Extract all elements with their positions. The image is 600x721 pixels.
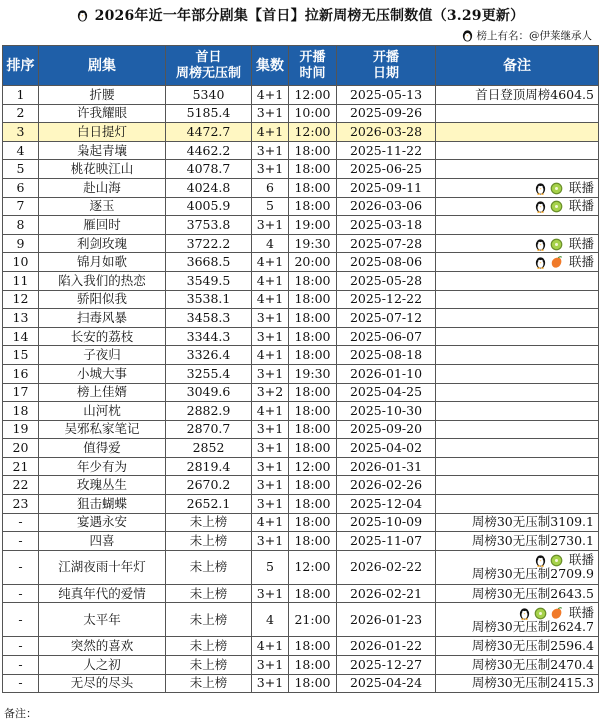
cell-value: 4078.7 — [166, 160, 252, 179]
cell-time: 18:00 — [289, 532, 337, 551]
cell-drama: 狙击蝴蝶 — [39, 495, 166, 514]
cell-episodes: 3+1 — [252, 364, 289, 383]
col-date: 开播 日期 — [337, 46, 436, 86]
cell-rank: 12 — [3, 290, 39, 309]
cell-episodes: 4+1 — [252, 513, 289, 532]
cell-notes — [436, 603, 599, 637]
cell-value: 3458.3 — [166, 309, 252, 328]
cell-rank: 6 — [3, 178, 39, 197]
penguin-icon — [534, 237, 547, 251]
cell-episodes: 4 — [252, 234, 289, 253]
cell-value: 3753.8 — [166, 216, 252, 235]
cell-value: 2852 — [166, 439, 252, 458]
cell-episodes: 4+1 — [252, 637, 289, 656]
cell-notes — [436, 327, 599, 346]
cell-value: 5340 — [166, 86, 252, 105]
cell-date: 2025-11-07 — [337, 532, 436, 551]
cell-time: 18:00 — [289, 513, 337, 532]
cell-notes — [436, 420, 599, 439]
cell-notes — [436, 402, 599, 421]
cell-rank: 3 — [3, 123, 39, 142]
cell-rank: 21 — [3, 457, 39, 476]
table-row — [3, 637, 599, 656]
col-drama: 剧集 — [39, 46, 166, 86]
table-row — [3, 290, 599, 309]
table-row — [3, 550, 599, 584]
table-row — [3, 178, 599, 197]
cell-date: 2025-10-09 — [337, 513, 436, 532]
cell-date: 2025-08-06 — [337, 253, 436, 272]
cell-date: 2025-08-18 — [337, 346, 436, 365]
col-rank: 排序 — [3, 46, 39, 86]
cell-notes — [436, 253, 599, 272]
ranking-table — [2, 45, 599, 693]
table-row — [3, 457, 599, 476]
cell-time: 18:00 — [289, 271, 337, 290]
cell-drama: 人之初 — [39, 656, 166, 675]
cell-episodes: 4+1 — [252, 271, 289, 290]
cell-rank: - — [3, 513, 39, 532]
cell-date: 2025-07-28 — [337, 234, 436, 253]
cell-date: 2025-12-27 — [337, 656, 436, 675]
kiwi-icon — [534, 606, 547, 620]
cell-date: 2025-12-22 — [337, 290, 436, 309]
cell-drama: 子夜归 — [39, 346, 166, 365]
cell-time: 19:30 — [289, 364, 337, 383]
cell-rank: 14 — [3, 327, 39, 346]
cell-notes — [436, 271, 599, 290]
table-row — [3, 216, 599, 235]
cell-drama: 吴邪私家笔记 — [39, 420, 166, 439]
cell-date: 2026-01-31 — [337, 457, 436, 476]
cell-time: 18:00 — [289, 439, 337, 458]
cell-drama: 扫毒风暴 — [39, 309, 166, 328]
cell-time: 18:00 — [289, 178, 337, 197]
cell-date: 2025-06-07 — [337, 327, 436, 346]
cell-notes — [436, 123, 599, 142]
cell-notes — [436, 439, 599, 458]
cell-episodes: 5 — [252, 550, 289, 584]
cell-episodes: 3+1 — [252, 420, 289, 439]
cell-episodes: 3+1 — [252, 309, 289, 328]
cell-time: 18:00 — [289, 674, 337, 693]
table-row — [3, 603, 599, 637]
cell-value: 未上榜 — [166, 603, 252, 637]
cell-value: 3049.6 — [166, 383, 252, 402]
table-row — [3, 271, 599, 290]
cell-notes — [436, 104, 599, 123]
note-text: 周榜30无压制2624.7 — [471, 618, 594, 634]
cell-time: 12:00 — [289, 123, 337, 142]
cell-value: 3326.4 — [166, 346, 252, 365]
cell-episodes: 3+1 — [252, 495, 289, 514]
cell-value: 5185.4 — [166, 104, 252, 123]
table-row — [3, 439, 599, 458]
table-row — [3, 346, 599, 365]
cell-drama: 山河枕 — [39, 402, 166, 421]
cell-drama: 长安的荔枝 — [39, 327, 166, 346]
cell-time: 18:00 — [289, 327, 337, 346]
cell-date: 2026-03-06 — [337, 197, 436, 216]
col-episodes: 集数 — [252, 46, 289, 86]
cell-time: 18:00 — [289, 383, 337, 402]
cell-rank: 5 — [3, 160, 39, 179]
cell-drama: 陷入我们的热恋 — [39, 271, 166, 290]
note-text: 周榜30无压制2596.4 — [471, 638, 594, 654]
cell-notes — [436, 346, 599, 365]
cell-drama: 赴山海 — [39, 178, 166, 197]
lianbo-label: 联播 — [568, 235, 594, 251]
lianbo-label: 联播 — [568, 198, 594, 214]
cell-value: 3549.5 — [166, 271, 252, 290]
table-row — [3, 309, 599, 328]
cell-value: 未上榜 — [166, 674, 252, 693]
cell-drama: 枭起青壤 — [39, 141, 166, 160]
cell-episodes: 5 — [252, 197, 289, 216]
cell-drama: 骄阳似我 — [39, 290, 166, 309]
table-row — [3, 141, 599, 160]
cell-date: 2026-01-22 — [337, 637, 436, 656]
cell-rank: 17 — [3, 383, 39, 402]
table-row — [3, 513, 599, 532]
cell-drama: 年少有为 — [39, 457, 166, 476]
cell-episodes: 3+1 — [252, 439, 289, 458]
cell-time: 10:00 — [289, 104, 337, 123]
penguin-icon — [518, 606, 531, 620]
cell-value: 4462.2 — [166, 141, 252, 160]
kiwi-icon — [550, 199, 563, 213]
mango-icon — [550, 606, 563, 620]
cell-rank: 2 — [3, 104, 39, 123]
cell-drama: 雁回时 — [39, 216, 166, 235]
cell-value: 未上榜 — [166, 656, 252, 675]
cell-rank: - — [3, 637, 39, 656]
penguin-icon — [534, 553, 547, 567]
cell-rank: 13 — [3, 309, 39, 328]
cell-notes — [436, 234, 599, 253]
cell-rank: 8 — [3, 216, 39, 235]
cell-time: 18:00 — [289, 495, 337, 514]
cell-date: 2025-09-20 — [337, 420, 436, 439]
cell-drama: 纯真年代的爱情 — [39, 584, 166, 603]
cell-date: 2025-04-24 — [337, 674, 436, 693]
cell-drama: 宴遇永安 — [39, 513, 166, 532]
cell-date: 2026-02-22 — [337, 550, 436, 584]
footer-notes-label: 备注： — [4, 707, 37, 720]
cell-episodes: 3+1 — [252, 656, 289, 675]
table-row — [3, 160, 599, 179]
cell-notes — [436, 584, 599, 603]
cell-value: 3722.2 — [166, 234, 252, 253]
cell-notes — [436, 178, 599, 197]
cell-episodes: 3+1 — [252, 141, 289, 160]
cell-date: 2025-07-12 — [337, 309, 436, 328]
table-row — [3, 476, 599, 495]
cell-rank: 4 — [3, 141, 39, 160]
penguin-icon — [461, 29, 474, 42]
note-text: 周榜30无压制2470.4 — [471, 656, 594, 672]
cell-notes — [436, 513, 599, 532]
cell-time: 19:00 — [289, 216, 337, 235]
cell-time: 18:00 — [289, 160, 337, 179]
col-time: 开播 时间 — [289, 46, 337, 86]
cell-notes — [436, 476, 599, 495]
table-row — [3, 234, 599, 253]
cell-drama: 白日提灯 — [39, 123, 166, 142]
cell-time: 18:00 — [289, 584, 337, 603]
cell-value: 3344.3 — [166, 327, 252, 346]
cell-episodes: 3+1 — [252, 674, 289, 693]
cell-notes — [436, 141, 599, 160]
cell-rank: - — [3, 674, 39, 693]
penguin-icon — [76, 7, 89, 23]
cell-notes — [436, 309, 599, 328]
cell-rank: 19 — [3, 420, 39, 439]
cell-notes — [436, 674, 599, 693]
cell-episodes: 4+1 — [252, 290, 289, 309]
cell-value: 4005.9 — [166, 197, 252, 216]
cell-notes — [436, 532, 599, 551]
cell-time: 20:00 — [289, 253, 337, 272]
cell-rank: - — [3, 656, 39, 675]
kiwi-icon — [550, 181, 563, 195]
lianbo-label: 联播 — [568, 254, 594, 270]
cell-value: 2652.1 — [166, 495, 252, 514]
table-row — [3, 327, 599, 346]
cell-notes — [436, 550, 599, 584]
cell-time: 19:30 — [289, 234, 337, 253]
cell-rank: - — [3, 603, 39, 637]
cell-time: 18:00 — [289, 656, 337, 675]
cell-time: 18:00 — [289, 402, 337, 421]
table-row — [3, 656, 599, 675]
table-row — [3, 253, 599, 272]
note-text: 周榜30无压制2709.9 — [471, 566, 594, 582]
cell-drama: 玫瑰丛生 — [39, 476, 166, 495]
cell-date: 2026-02-21 — [337, 584, 436, 603]
cell-rank: 18 — [3, 402, 39, 421]
cell-date: 2025-11-22 — [337, 141, 436, 160]
cell-time: 21:00 — [289, 603, 337, 637]
cell-value: 未上榜 — [166, 532, 252, 551]
cell-value: 4024.8 — [166, 178, 252, 197]
cell-episodes: 4+1 — [252, 123, 289, 142]
cell-date: 2026-03-28 — [337, 123, 436, 142]
note-text: 周榜30无压制2730.1 — [471, 533, 594, 549]
note-text: 首日登顶周榜4604.5 — [475, 86, 594, 102]
cell-drama: 许我耀眼 — [39, 104, 166, 123]
cell-date: 2025-10-30 — [337, 402, 436, 421]
cell-episodes: 3+1 — [252, 457, 289, 476]
cell-value: 未上榜 — [166, 637, 252, 656]
cell-episodes: 3+2 — [252, 383, 289, 402]
note-text: 周榜30无压制3109.1 — [471, 514, 594, 530]
cell-episodes: 4+1 — [252, 253, 289, 272]
cell-date: 2025-12-04 — [337, 495, 436, 514]
cell-drama: 突然的喜欢 — [39, 637, 166, 656]
cell-rank: 11 — [3, 271, 39, 290]
cell-time: 18:00 — [289, 476, 337, 495]
cell-time: 18:00 — [289, 637, 337, 656]
cell-value: 3255.4 — [166, 364, 252, 383]
cell-notes — [436, 160, 599, 179]
cell-rank: 7 — [3, 197, 39, 216]
note-text: 周榜30无压制2415.3 — [471, 675, 594, 691]
cell-rank: - — [3, 584, 39, 603]
table-header-row — [3, 46, 599, 86]
table-row — [3, 123, 599, 142]
cell-drama: 利剑玫瑰 — [39, 234, 166, 253]
col-notes: 备注 — [436, 46, 599, 86]
cell-episodes: 3+1 — [252, 104, 289, 123]
cell-drama: 四喜 — [39, 532, 166, 551]
table-row — [3, 197, 599, 216]
cell-rank: - — [3, 532, 39, 551]
cell-rank: 22 — [3, 476, 39, 495]
cell-value: 2670.2 — [166, 476, 252, 495]
cell-time: 12:00 — [289, 86, 337, 105]
cell-date: 2025-09-26 — [337, 104, 436, 123]
cell-episodes: 4+1 — [252, 86, 289, 105]
cell-date: 2026-01-23 — [337, 603, 436, 637]
cell-time: 18:00 — [289, 290, 337, 309]
cell-notes — [436, 637, 599, 656]
cell-drama: 江湖夜雨十年灯 — [39, 550, 166, 584]
cell-date: 2025-09-11 — [337, 178, 436, 197]
cell-drama: 值得爱 — [39, 439, 166, 458]
cell-date: 2026-02-26 — [337, 476, 436, 495]
lianbo-label: 联播 — [568, 604, 594, 620]
cell-rank: 9 — [3, 234, 39, 253]
cell-time: 12:00 — [289, 550, 337, 584]
kiwi-icon — [550, 553, 563, 567]
cell-value: 3538.1 — [166, 290, 252, 309]
cell-value: 4472.7 — [166, 123, 252, 142]
cell-notes — [436, 364, 599, 383]
cell-drama: 小城大事 — [39, 364, 166, 383]
cell-notes — [436, 86, 599, 105]
credit-text: 榜上有名：@伊莱继承人 — [476, 29, 592, 42]
cell-episodes: 6 — [252, 178, 289, 197]
cell-rank: 1 — [3, 86, 39, 105]
table-row — [3, 364, 599, 383]
cell-time: 18:00 — [289, 346, 337, 365]
table-row — [3, 532, 599, 551]
cell-drama: 榜上佳婿 — [39, 383, 166, 402]
page-title — [0, 4, 600, 26]
cell-rank: 15 — [3, 346, 39, 365]
table-row — [3, 402, 599, 421]
cell-notes — [436, 457, 599, 476]
cell-drama: 逐玉 — [39, 197, 166, 216]
cell-rank: 16 — [3, 364, 39, 383]
cell-drama: 折腰 — [39, 86, 166, 105]
cell-time: 18:00 — [289, 420, 337, 439]
credit — [461, 28, 593, 42]
cell-notes — [436, 216, 599, 235]
table-row — [3, 495, 599, 514]
cell-drama: 桃花映江山 — [39, 160, 166, 179]
cell-date: 2025-04-25 — [337, 383, 436, 402]
cell-episodes: 3+1 — [252, 327, 289, 346]
title-text: 2026年近一年部分剧集【首日】拉新周榜无压制数值（3.29更新） — [94, 8, 525, 24]
cell-time: 18:00 — [289, 141, 337, 160]
cell-date: 2025-05-13 — [337, 86, 436, 105]
cell-notes — [436, 290, 599, 309]
cell-drama: 锦月如歌 — [39, 253, 166, 272]
cell-date: 2025-04-02 — [337, 439, 436, 458]
cell-date: 2025-05-28 — [337, 271, 436, 290]
cell-drama: 太平年 — [39, 603, 166, 637]
cell-date: 2025-06-25 — [337, 160, 436, 179]
table-body — [3, 86, 599, 693]
cell-value: 3668.5 — [166, 253, 252, 272]
cell-episodes: 3+1 — [252, 584, 289, 603]
table-row — [3, 383, 599, 402]
table-row — [3, 674, 599, 693]
cell-episodes: 3+1 — [252, 216, 289, 235]
table-row — [3, 420, 599, 439]
penguin-icon — [534, 181, 547, 195]
cell-rank: 10 — [3, 253, 39, 272]
cell-rank: 23 — [3, 495, 39, 514]
lianbo-label: 联播 — [568, 179, 594, 195]
kiwi-icon — [550, 237, 563, 251]
cell-rank: 20 — [3, 439, 39, 458]
cell-time: 18:00 — [289, 197, 337, 216]
cell-date: 2025-03-18 — [337, 216, 436, 235]
cell-episodes: 4+1 — [252, 346, 289, 365]
table-row — [3, 104, 599, 123]
cell-rank: - — [3, 550, 39, 584]
cell-drama: 无尽的尽头 — [39, 674, 166, 693]
table-row — [3, 86, 599, 105]
cell-episodes: 4+1 — [252, 402, 289, 421]
cell-time: 12:00 — [289, 457, 337, 476]
cell-episodes: 4 — [252, 603, 289, 637]
cell-value: 2819.4 — [166, 457, 252, 476]
cell-episodes: 3+1 — [252, 532, 289, 551]
mango-icon — [550, 255, 563, 269]
cell-notes — [436, 656, 599, 675]
cell-value: 未上榜 — [166, 584, 252, 603]
cell-value: 未上榜 — [166, 513, 252, 532]
cell-value: 2882.9 — [166, 402, 252, 421]
cell-notes — [436, 383, 599, 402]
cell-episodes: 3+1 — [252, 476, 289, 495]
table-row — [3, 584, 599, 603]
cell-value: 2870.7 — [166, 420, 252, 439]
cell-date: 2026-01-10 — [337, 364, 436, 383]
note-text: 周榜30无压制2643.5 — [471, 585, 594, 601]
penguin-icon — [534, 199, 547, 213]
cell-time: 18:00 — [289, 309, 337, 328]
cell-notes — [436, 495, 599, 514]
cell-notes — [436, 197, 599, 216]
lianbo-label: 联播 — [568, 552, 594, 568]
col-value: 首日 周榜无压制 — [166, 46, 252, 86]
cell-episodes: 3+1 — [252, 160, 289, 179]
cell-value: 未上榜 — [166, 550, 252, 584]
penguin-icon — [534, 255, 547, 269]
